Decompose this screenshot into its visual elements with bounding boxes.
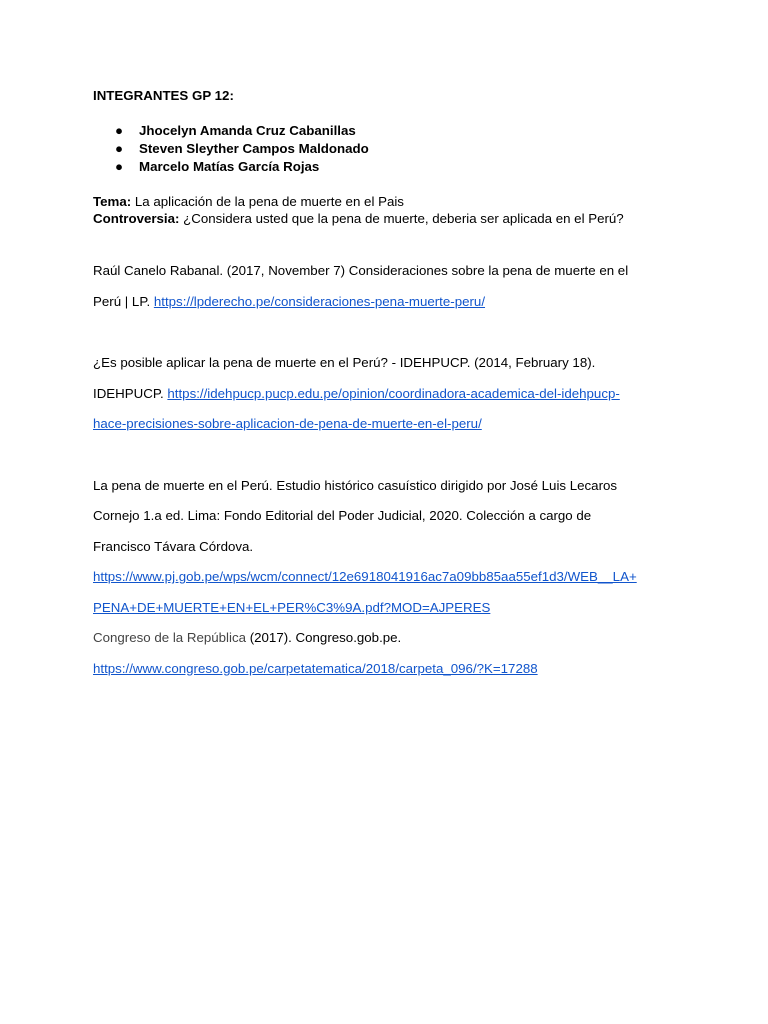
ref3-line2: Cornejo 1.a ed. Lima: Fondo Editorial del Poder Judicial, 2020. Colección a cargo de [93, 508, 592, 523]
controversia-label: Controversia: [93, 211, 180, 226]
tema-text: La aplicación de la pena de muerte en el Pais [131, 194, 404, 209]
tema-label: Tema: [93, 194, 132, 209]
ref3-link-part1[interactable]: https://www.pj.gob.pe/wps/wcm/connect/12e6918041916ac7a09bb85aa55ef1d3/WEB__LA+ [93, 569, 637, 584]
ref1-source: Perú | LP. [93, 293, 154, 309]
ref4-rest: (2017). Congreso.gob.pe. [246, 630, 402, 645]
ref2-link-part2[interactable]: hace-precisiones-sobre-aplicacion-de-pena-de-muerte-en-el-peru/ [93, 416, 482, 431]
ref4-link[interactable]: https://www.congreso.gob.pe/carpetatematica/2018/carpeta_096/?K=17288 [93, 660, 538, 676]
bullet-icon: ● [115, 123, 124, 138]
controversia-line [93, 210, 624, 227]
member-name: Steven Sleyther Campos Maldonado [139, 141, 369, 156]
ref2-source: IDEHPUCP. [93, 385, 168, 401]
ref1-line2 [93, 293, 693, 324]
ref2-line3 [93, 415, 693, 446]
spacer [93, 323, 693, 354]
ref3-line1: La pena de muerte en el Perú. Estudio histórico casuístico dirigido por José Luis Lecaros [93, 477, 618, 493]
ref2-line2 [93, 385, 693, 416]
member-name: Marcelo Matías García Rojas [139, 159, 320, 174]
member-item [93, 158, 369, 176]
bullet-icon: ● [115, 159, 124, 174]
tema-line [93, 193, 624, 210]
members-list [93, 122, 369, 176]
member-name: Jhocelyn Amanda Cruz Cabanillas [139, 123, 356, 138]
topic-block [93, 193, 624, 227]
controversia-text: ¿Considera usted que la pena de muerte, deberia ser aplicada en el Perú? [179, 211, 624, 226]
member-item [93, 122, 369, 140]
ref1-line1: Raúl Canelo Rabanal. (2017, November 7) Consideraciones sobre la pena de muerte en el [93, 263, 629, 278]
ref4-line1 [93, 629, 693, 660]
bullet-icon: ● [115, 141, 124, 156]
ref3-line3: Francisco Távara Córdova. [93, 538, 254, 554]
ref3-link-part2[interactable]: PENA+DE+MUERTE+EN+EL+PER%C3%9A.pdf?MOD=AJPERES [93, 599, 491, 615]
spacer [93, 446, 693, 477]
ref2-line1: ¿Es posible aplicar la pena de muerte en el Perú? - IDEHPUCP. (2014, February 18). [93, 355, 596, 370]
references-section [93, 262, 693, 690]
ref4-line2 [93, 660, 693, 691]
ref1-link[interactable]: https://lpderecho.pe/consideraciones-pena-muerte-peru/ [153, 293, 486, 309]
ref3-line5 [93, 599, 693, 630]
group-heading: INTEGRANTES GP 12: [93, 88, 234, 103]
ref2-link-part1[interactable]: https://idehpucp.pucp.edu.pe/opinion/coordinadora-academica-del-idehpucp- [167, 385, 620, 401]
member-item [93, 140, 369, 158]
ref4-org: Congreso de la República [93, 630, 247, 645]
ref3-line4 [93, 568, 693, 599]
